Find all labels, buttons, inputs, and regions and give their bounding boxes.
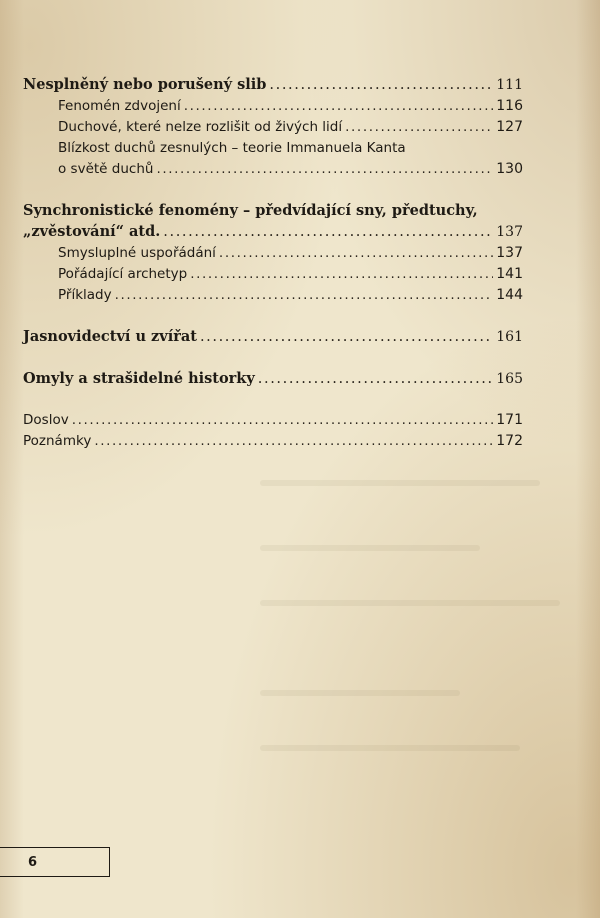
toc-section-title-line2: „zvěstování“ atd.	[23, 223, 161, 240]
bleed-through-shadow	[260, 745, 520, 751]
leader-dots	[219, 243, 493, 264]
toc-subentry	[23, 96, 523, 117]
toc-subentry	[23, 159, 523, 180]
leader-dots	[163, 222, 493, 243]
toc-subentry	[23, 117, 523, 138]
toc-section-entry	[23, 221, 523, 243]
toc-subentry	[23, 243, 523, 264]
toc-page-number: 172	[496, 433, 523, 449]
toc-section-title: Jasnovidectví u zvířat	[23, 328, 197, 345]
toc-subentry-title-line1: Blízkost duchů zesnulých – teorie Immanuela Kanta	[58, 140, 406, 156]
toc-page-number: 161	[496, 329, 523, 345]
toc-page-number: 144	[496, 287, 523, 303]
toc-subentry-title: Příklady	[58, 287, 112, 303]
bleed-through-shadow	[260, 600, 560, 606]
bleed-through-shadow	[260, 545, 480, 551]
toc-page-number: 141	[496, 266, 523, 282]
toc-page-number: 130	[496, 161, 523, 177]
leader-dots	[200, 327, 493, 348]
toc-backmatter-title: Poznámky	[23, 433, 92, 449]
leader-dots	[184, 96, 494, 117]
toc-section-entry	[23, 74, 523, 96]
toc-subentry-title-line2: o světě duchů	[58, 161, 154, 177]
toc-backmatter-entry	[23, 410, 523, 431]
bleed-through-shadow	[260, 690, 460, 696]
toc-section-title: Omyly a strašidelné historky	[23, 370, 255, 387]
table-of-contents	[23, 74, 523, 452]
bleed-through-shadow	[260, 480, 540, 486]
page-number-frame	[0, 847, 110, 877]
toc-page-number: 171	[496, 412, 523, 428]
leader-dots	[156, 159, 493, 180]
page-number: 6	[28, 855, 38, 870]
toc-backmatter-title: Doslov	[23, 412, 69, 428]
leader-dots	[72, 410, 494, 431]
leader-dots	[115, 285, 494, 306]
toc-subentry-title: Fenomén zdvojení	[58, 98, 181, 114]
toc-subentry-title: Smysluplné uspořádání	[58, 245, 216, 261]
toc-section-entry	[23, 326, 523, 348]
leader-dots	[190, 264, 493, 285]
toc-page-number: 116	[496, 98, 523, 114]
leader-dots	[345, 117, 493, 138]
leader-dots	[269, 75, 493, 96]
toc-page-number: 165	[496, 371, 523, 387]
toc-page-number: 137	[496, 245, 523, 261]
toc-page-number: 127	[496, 119, 523, 135]
toc-page-number: 137	[496, 224, 523, 240]
toc-subentry	[23, 264, 523, 285]
toc-section-title: Nesplněný nebo porušený slib	[23, 76, 267, 93]
toc-subentry	[23, 285, 523, 306]
toc-section-entry	[23, 368, 523, 390]
toc-subentry-title: Pořádající archetyp	[58, 266, 188, 282]
toc-subentry-title: Duchové, které nelze rozlišit od živých lidí	[58, 119, 343, 135]
leader-dots	[94, 431, 493, 452]
toc-section-title-line1: Synchronistické fenomény – předvídající sny, předtuchy,	[23, 202, 478, 219]
toc-page-number: 111	[496, 77, 523, 93]
toc-backmatter-entry	[23, 431, 523, 452]
leader-dots	[258, 369, 493, 390]
